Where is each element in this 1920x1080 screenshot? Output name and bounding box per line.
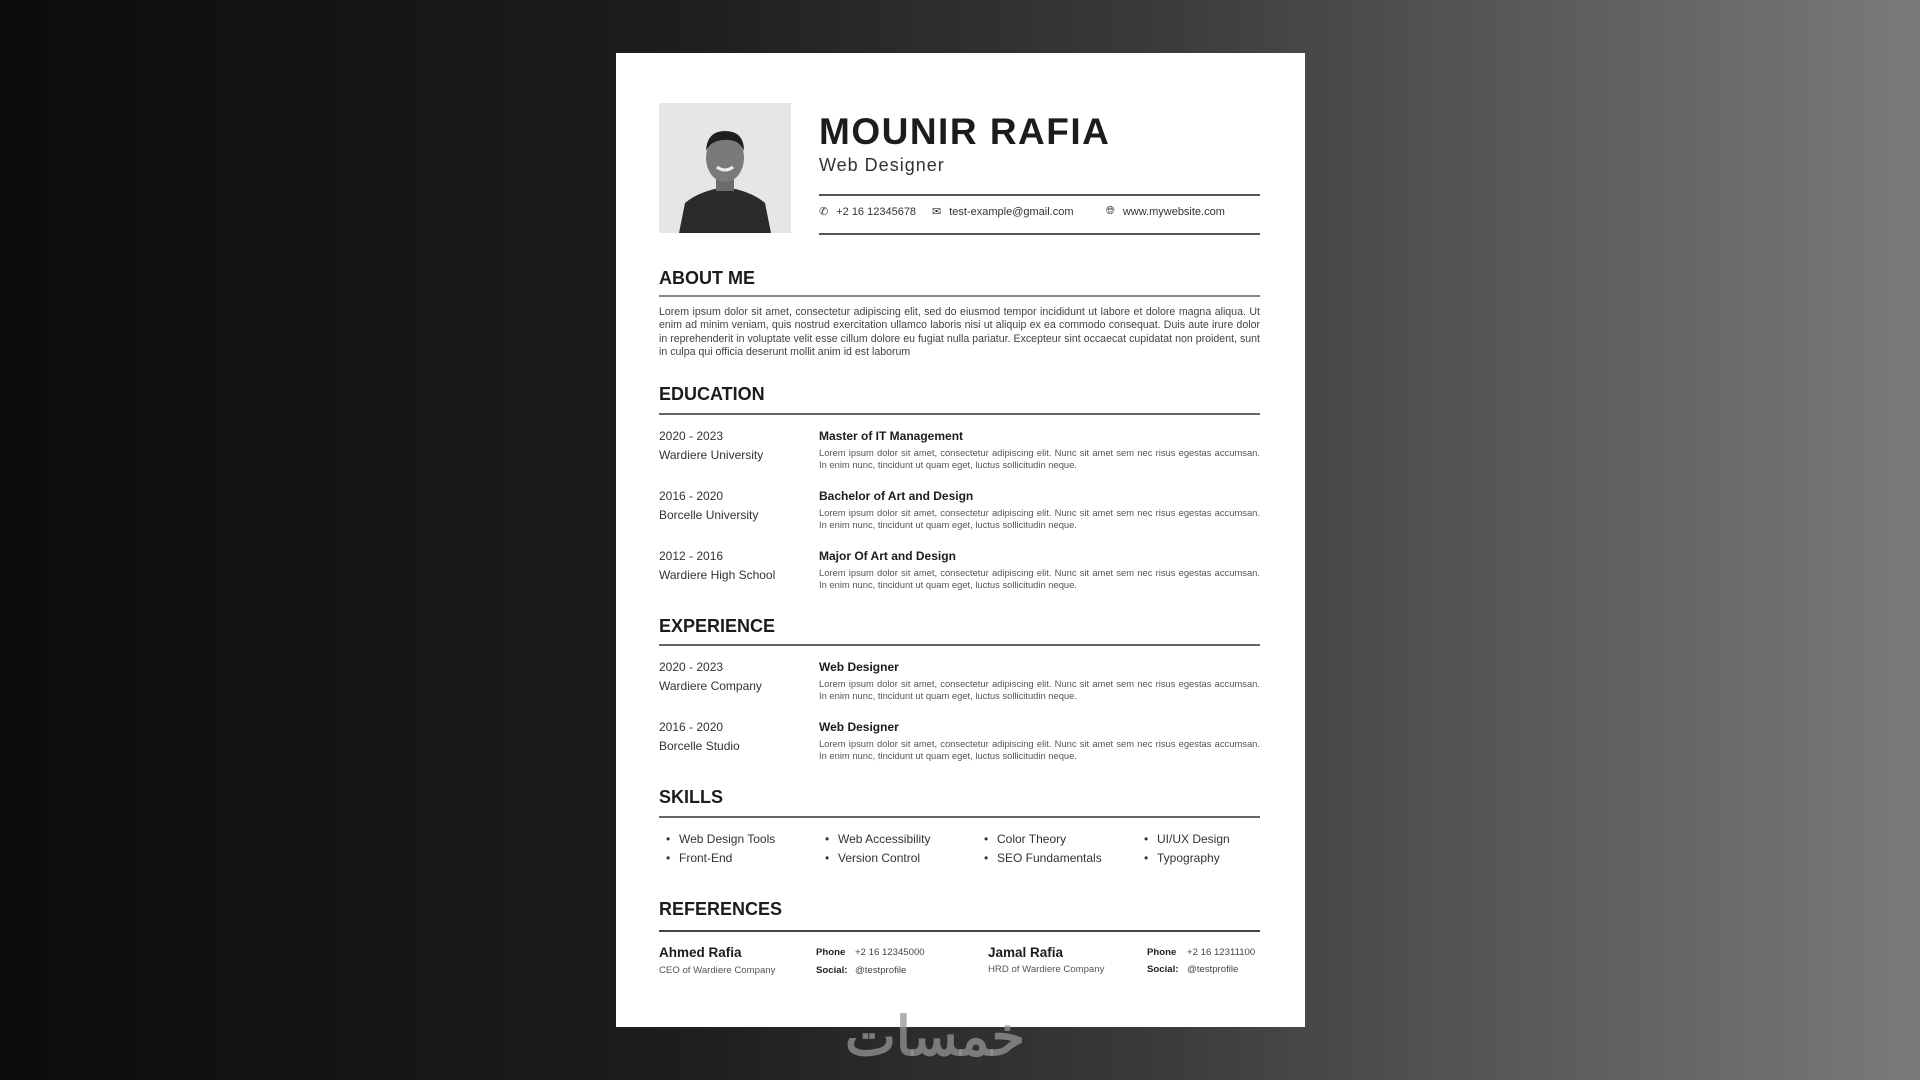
contact-website[interactable]: 🌐︎ www.mywebsite.com [1106, 205, 1225, 218]
skill-item: • Color Theory [997, 832, 1066, 846]
edu-degree: Bachelor of Art and Design [819, 489, 974, 503]
skill-item: • Version Control [838, 851, 920, 865]
watermark-logo: خمسات [845, 1007, 1026, 1067]
edu-degree: Master of IT Management [819, 429, 964, 443]
contact-phone: ✆ +2 16 12345678 [819, 205, 917, 218]
ref-name: Jamal Rafia [988, 945, 1064, 960]
edu-desc: Lorem ipsum dolor sit amet, consectetur adipiscing elit. Nunc sit amet sem nec risus egestas accumsan. In enim nunc, tincidunt ut quam eget, luctus sollicitudin neque. [819, 567, 1260, 591]
divider [659, 930, 1260, 932]
skill-item: • Web Accessibility [838, 832, 930, 846]
edu-desc: Lorem ipsum dolor sit amet, consectetur adipiscing elit. Nunc sit amet sem nec risus egestas accumsan. In enim nunc, tincidunt ut quam eget, luctus sollicitudin neque. [819, 507, 1260, 531]
contact-email[interactable]: ✉ test-example@gmail.com [932, 205, 1074, 218]
exp-years: 2016 - 2020 [659, 720, 724, 734]
candidate-name: MOUNIR RAFIA [819, 111, 1111, 152]
ref-title: HRD of Wardiere Company [988, 964, 1105, 975]
exp-desc: Lorem ipsum dolor sit amet, consectetur adipiscing elit. Nunc sit amet sem nec risus egestas accumsan. In enim nunc, tincidunt ut quam eget, luctus sollicitudin neque. [819, 738, 1260, 762]
section-title-education: EDUCATION [659, 384, 765, 404]
section-title-references: REFERENCES [659, 899, 783, 919]
divider [819, 233, 1260, 235]
exp-position: Web Designer [819, 720, 899, 734]
divider [819, 194, 1260, 196]
exp-position: Web Designer [819, 660, 899, 674]
ref-social: @testprofile [855, 965, 907, 976]
edu-desc: Lorem ipsum dolor sit amet, consectetur adipiscing elit. Nunc sit amet sem nec risus egestas accumsan. In enim nunc, tincidunt ut quam eget, luctus sollicitudin neque. [819, 447, 1260, 471]
ref-social: @testprofile [1187, 964, 1239, 975]
section-title-experience: EXPERIENCE [659, 616, 776, 636]
ref-phone-label: Phone [816, 947, 846, 958]
ref-phone: +2 16 12311100 [1187, 947, 1256, 958]
exp-years: 2020 - 2023 [659, 660, 724, 674]
edu-school: Wardiere University [659, 448, 764, 462]
ref-social-label: Social: [1147, 964, 1179, 975]
skill-item: • SEO Fundamentals [997, 851, 1102, 865]
edu-degree: Major Of Art and Design [819, 549, 956, 563]
section-title-about: ABOUT ME [659, 268, 755, 288]
divider [659, 413, 1260, 415]
ref-title: CEO of Wardiere Company [659, 965, 776, 976]
envelope-icon: ✉ [932, 206, 942, 218]
skill-item: • Front-End [679, 851, 732, 865]
ref-name: Ahmed Rafia [659, 945, 742, 960]
edu-school: Borcelle University [659, 508, 759, 522]
ref-phone: +2 16 12345000 [855, 947, 925, 958]
divider [659, 295, 1260, 297]
edu-years: 2016 - 2020 [659, 489, 724, 503]
exp-company: Wardiere Company [659, 679, 762, 693]
candidate-role: Web Designer [819, 155, 945, 175]
skill-item: • Web Design Tools [679, 832, 775, 846]
ref-social-label: Social: [816, 965, 848, 976]
globe-icon: 🌐︎ [1106, 205, 1115, 217]
about-text: Lorem ipsum dolor sit amet, consectetur adipiscing elit, sed do eiusmod tempor incididunt ut labore et dolore magna aliqua. Ut enim ad minim veniam, quis nostrud exercitation ullamco laboris nisi ut aliquip ex ea commodo consequat. Duis aute irure dolor in reprehenderit in voluptate velit esse cillum dolore eu fugiat nulla pariatur. Excepteur sint occaecat cupidatat non proident, sunt in culpa qui officia deserunt mollit anim id est laborum [659, 306, 1260, 359]
exp-company: Borcelle Studio [659, 739, 740, 753]
profile-photo [659, 103, 791, 233]
ref-phone-label: Phone [1147, 947, 1177, 958]
edu-years: 2020 - 2023 [659, 429, 724, 443]
resume-page [616, 53, 1305, 1027]
exp-desc: Lorem ipsum dolor sit amet, consectetur adipiscing elit. Nunc sit amet sem nec risus egestas accumsan. In enim nunc, tincidunt ut quam eget, luctus sollicitudin neque. [819, 678, 1260, 702]
edu-years: 2012 - 2016 [659, 549, 724, 563]
skill-item: • Typography [1157, 851, 1220, 865]
divider [659, 644, 1260, 646]
edu-school: Wardiere High School [659, 568, 776, 582]
divider [659, 816, 1260, 818]
skill-item: • UI/UX Design [1157, 832, 1230, 846]
phone-icon: ✆ [819, 206, 829, 218]
section-title-skills: SKILLS [659, 787, 724, 807]
